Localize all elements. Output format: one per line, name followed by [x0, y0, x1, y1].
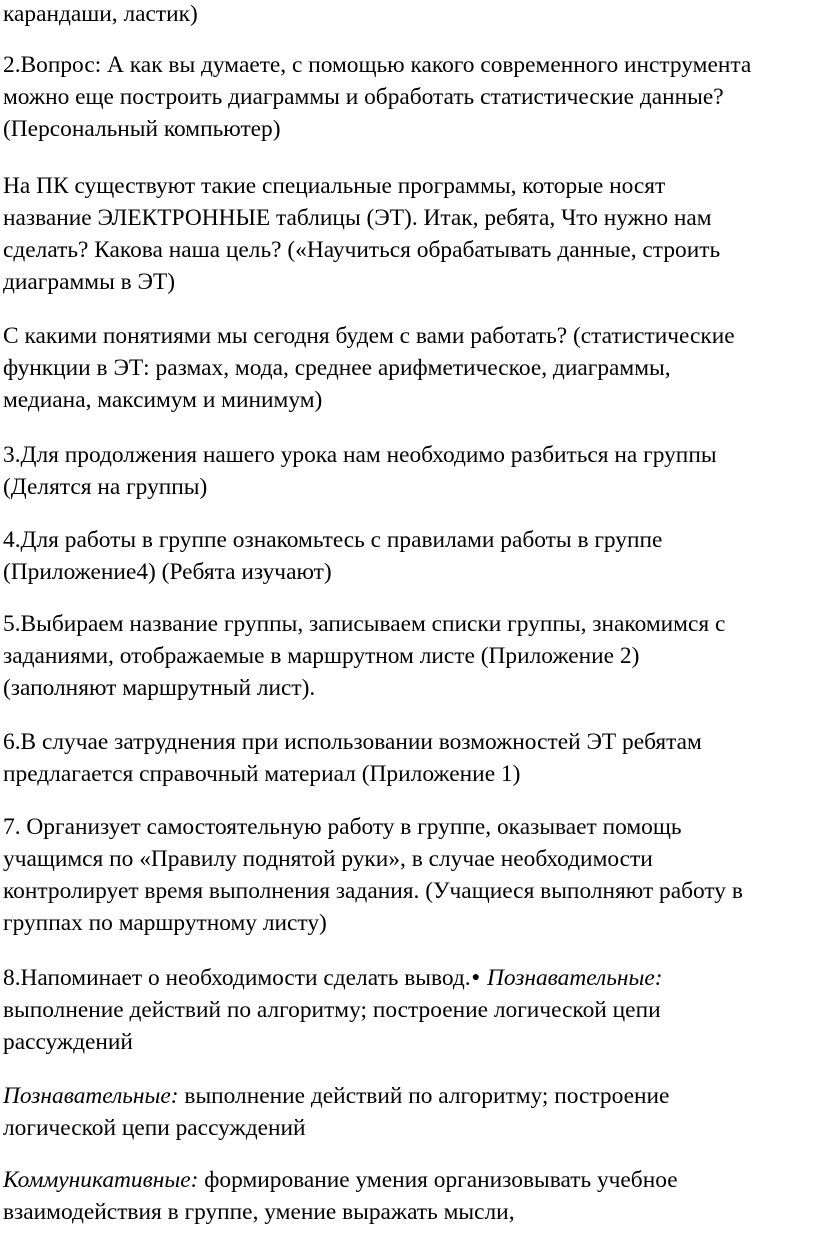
text-line: (заполняют маршрутный лист).: [3, 675, 316, 701]
text-run: формирование умения организовывать учебное: [198, 1167, 678, 1193]
text-line: На ПК существуют такие специальные программы, которые носят: [3, 173, 666, 199]
text-line: медиана, максимум и минимум): [3, 387, 323, 413]
text-line: заданиями, отображаемые в маршрутном листе (Приложение 2): [3, 643, 640, 669]
paragraph-rules: [3, 524, 815, 588]
paragraph-spreadsheets: [3, 170, 815, 298]
paragraph-concepts: [3, 320, 815, 416]
text-run: выполнение действий по алгоритму; построение: [178, 1083, 670, 1109]
text-line: предлагается справочный материал (Приложение 1): [3, 761, 521, 787]
text-line: С какими понятиями мы сегодня будем с вами работать? (статистические: [3, 323, 735, 349]
paragraph-materials-end: [3, 0, 815, 30]
text-line: 7. Организует самостоятельную работу в группе, оказывает помощь: [3, 814, 682, 840]
paragraph-organizes: [3, 811, 815, 939]
paragraph-communicative: [3, 1164, 815, 1228]
text-line: 2.Вопрос: А как вы думаете, с помощью какого современного инструмента: [3, 52, 752, 78]
text-run: 8.Напоминает о необходимости сделать вывод.: [3, 965, 471, 991]
text-line: 5.Выбираем название группы, записываем списки группы, знакомимся с: [3, 611, 726, 637]
text-line: логической цепи рассуждений: [3, 1115, 306, 1141]
italic-label: Познавательные:: [3, 1083, 179, 1109]
paragraph-reference: [3, 726, 815, 790]
text-line: можно еще построить диаграммы и обработать статистические данные?: [3, 84, 724, 110]
text-line: диаграммы в ЭТ): [3, 269, 176, 295]
text-line: выполнение действий по алгоритму; построение логической цепи: [3, 997, 661, 1023]
text-line: группах по маршрутному листу): [3, 910, 327, 936]
text-line: сделать? Какова наша цель? («Научиться обрабатывать данные, строить: [3, 237, 721, 263]
text-line: 3.Для продолжения нашего урока нам необходимо разбиться на группы: [3, 442, 717, 468]
italic-label: Коммуникативные:: [3, 1167, 199, 1193]
paragraph-question: [3, 49, 815, 145]
paragraph-cognitive: [3, 1080, 815, 1144]
text-line: [3, 1080, 815, 1112]
text-line: название ЭЛЕКТРОННЫЕ таблицы (ЭТ). Итак, ребята, Что нужно нам: [3, 205, 712, 231]
italic-label: Познавательные:: [481, 965, 663, 991]
text-line: функции в ЭТ: размах, мода, среднее арифметическое, диаграммы,: [3, 355, 671, 381]
text-line: 4.Для работы в группе ознакомьтесь с правилами работы в группе: [3, 527, 663, 553]
paragraph-group-name: [3, 608, 815, 704]
text-line: (Персональный компьютер): [3, 116, 281, 142]
text-line: (Делятся на группы): [3, 474, 208, 500]
text-line: карандаши, ластик): [3, 1, 198, 27]
text-line: рассуждений: [3, 1029, 133, 1055]
text-line: [3, 962, 815, 994]
text-line: (Приложение4) (Ребята изучают): [3, 559, 332, 585]
bullet-icon: ●: [471, 970, 481, 985]
text-line: 6.В случае затруднения при использовании возможностей ЭТ ребятам: [3, 729, 702, 755]
text-line: контролирует время выполнения задания. (Учащиеся выполняют работу в: [3, 878, 743, 904]
text-line: [3, 1164, 815, 1196]
text-line: учащимся по «Правилу поднятой руки», в случае необходимости: [3, 846, 653, 872]
paragraph-groups: [3, 439, 815, 503]
paragraph-conclusion: [3, 962, 815, 1058]
text-line: взаимодействия в группе, умение выражать мысли,: [3, 1199, 515, 1225]
